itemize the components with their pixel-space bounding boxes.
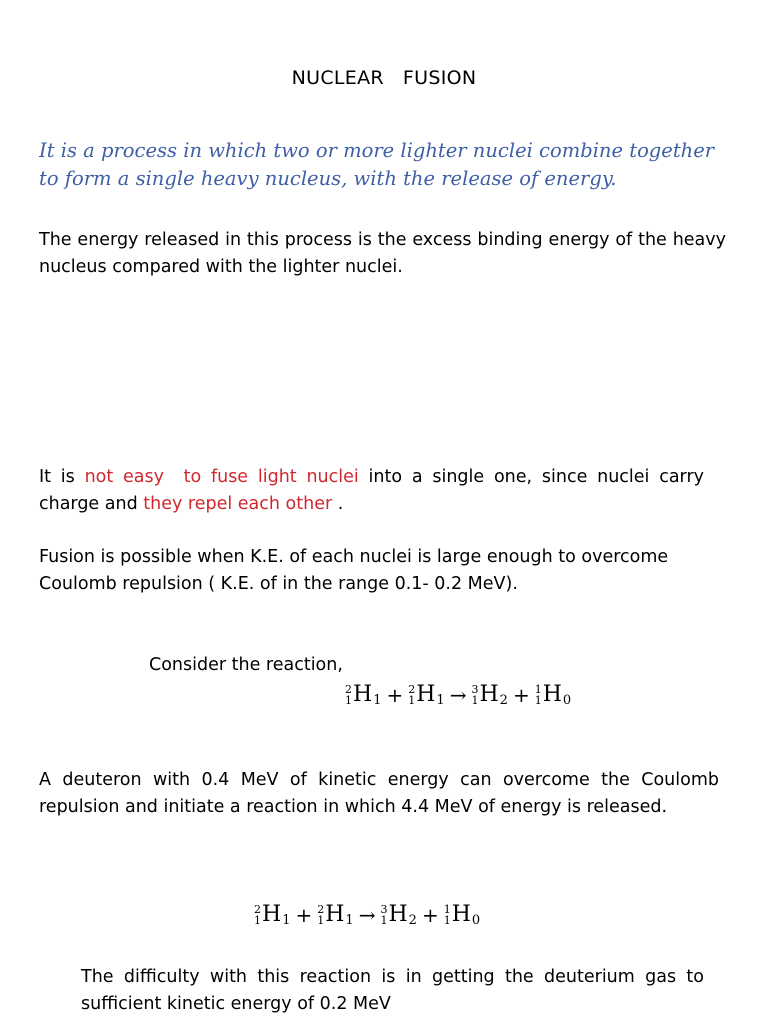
reaction-equation-1 <box>345 682 571 707</box>
mass-number: 3 <box>471 682 479 696</box>
atomic-number: 1 <box>317 913 325 927</box>
mass-number: 3 <box>380 902 388 916</box>
atomic-number: 1 <box>471 693 479 707</box>
subscript: 1 <box>373 693 382 708</box>
reactant-nucleus-2 <box>408 682 444 707</box>
element-symbol: H <box>262 902 282 927</box>
subscript: 2 <box>499 693 508 708</box>
repulsion-text-1: It is <box>39 467 85 487</box>
atomic-number: 1 <box>254 913 261 927</box>
difficulty-paragraph: The difficulty with this reaction is in getting the deuterium gas to sufficient kinetic energy of 0.2 MeV <box>81 967 704 1014</box>
element-symbol: H <box>353 682 373 707</box>
atomic-number: 1 <box>443 913 451 927</box>
arrow-icon: → <box>449 682 467 707</box>
reactant-nucleus-1 <box>254 902 290 927</box>
binding-energy-paragraph: The energy released in this process is the excess binding energy of the heavy nucleus compared with the lighter nuclei. <box>39 230 726 277</box>
element-symbol: H <box>479 682 499 707</box>
fusion-definition: It is a process in which two or more lighter nuclei combine together to form a single heavy nucleus, with the release of energy. <box>39 139 715 190</box>
consider-reaction-label: Consider the reaction, <box>149 655 343 675</box>
element-symbol: H <box>388 902 408 927</box>
fusion-condition-paragraph: Fusion is possible when K.E. of each nuclei is large enough to overcome Coulomb repulsion ( K.E. of in the range 0.1- 0.2 MeV). <box>39 547 669 594</box>
atomic-number: 1 <box>534 693 542 707</box>
product-nucleus-1 <box>380 902 416 927</box>
repulsion-text-2: into a single one, since nuclei carry charge and <box>39 467 710 514</box>
subscript: 2 <box>408 913 417 928</box>
mass-number: 2 <box>254 902 261 916</box>
deuteron-paragraph: A deuteron with 0.4 MeV of kinetic energy can overcome the Coulomb repulsion and initiate a reaction in which 4.4 MeV of energy is released. <box>39 770 719 817</box>
arrow-icon: → <box>358 902 376 927</box>
subscript: 1 <box>436 693 445 708</box>
repel-highlight: they repel each other <box>143 494 333 514</box>
element-symbol: H <box>451 902 471 927</box>
reactant-nucleus-1 <box>345 682 381 707</box>
not-easy-highlight: not easy to fuse light nuclei <box>84 467 359 487</box>
mass-number: 1 <box>534 682 542 696</box>
subscript: 1 <box>345 913 354 928</box>
element-symbol: H <box>325 902 345 927</box>
element-symbol: H <box>416 682 436 707</box>
product-nucleus-2 <box>444 902 480 927</box>
element-symbol: H <box>542 682 562 707</box>
subscript: 1 <box>282 913 291 928</box>
atomic-number: 1 <box>408 693 416 707</box>
mass-number: 2 <box>408 682 416 696</box>
atomic-number: 1 <box>345 693 352 707</box>
repulsion-paragraph <box>39 464 710 518</box>
plus-sign: + <box>512 682 530 707</box>
product-nucleus-2 <box>535 682 571 707</box>
plus-sign: + <box>295 902 313 927</box>
reaction-equation-2 <box>254 902 480 927</box>
product-nucleus-1 <box>471 682 507 707</box>
mass-number: 1 <box>443 902 451 916</box>
mass-number: 2 <box>345 682 352 696</box>
plus-sign: + <box>421 902 439 927</box>
subscript: 0 <box>471 913 481 928</box>
subscript: 0 <box>562 693 572 708</box>
page-title: NUCLEAR FUSION <box>291 67 477 89</box>
mass-number: 2 <box>317 902 325 916</box>
reactant-nucleus-2 <box>317 902 353 927</box>
plus-sign: + <box>386 682 404 707</box>
repulsion-text-3: . <box>332 494 344 514</box>
atomic-number: 1 <box>380 913 388 927</box>
